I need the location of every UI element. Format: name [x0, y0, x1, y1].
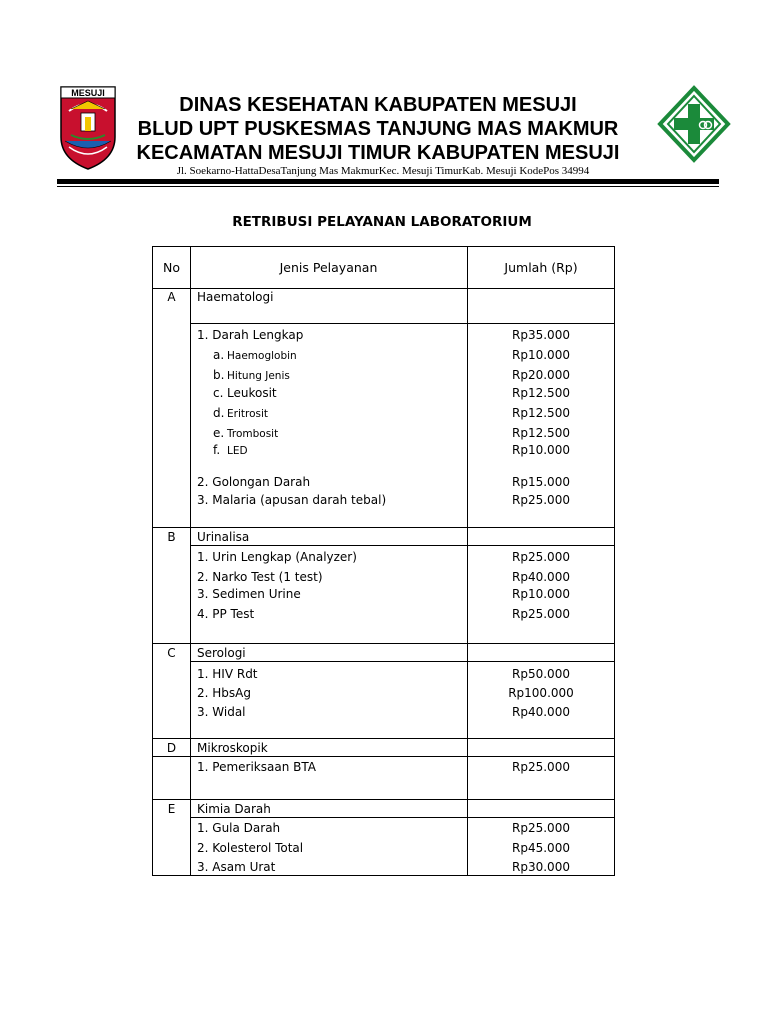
- section-name: Serologi: [197, 646, 246, 660]
- service-amount: Rp12.500: [512, 386, 570, 400]
- service-item: 2. Golongan Darah: [197, 475, 311, 489]
- service-item: 2. HbsAg: [197, 686, 251, 700]
- header-address: Jl. Soekarno-HattaDesaTanjung Mas MakmurKec. Mesuji TimurKab. Mesuji KodePos 34994: [176, 165, 590, 177]
- service-item: 2. Narko Test (1 test): [197, 570, 323, 584]
- service-subitem: LED: [227, 445, 248, 457]
- service-amount: Rp10.000: [512, 348, 570, 362]
- section-name: Kimia Darah: [197, 802, 271, 816]
- service-item: 3. Malaria (apusan darah tebal): [197, 493, 387, 507]
- header-line-2: BLUD UPT PUSKESMAS TANJUNG MAS MAKMUR: [137, 118, 619, 140]
- section-no: E: [167, 802, 176, 816]
- service-subitem-marker: f.: [213, 443, 221, 457]
- service-amount: Rp40.000: [512, 705, 570, 719]
- header-divider-thick: [57, 179, 719, 184]
- svg-text:MESUJI: MESUJI: [71, 88, 105, 98]
- service-item: 3. Asam Urat: [197, 860, 276, 874]
- service-subitem: Leukosit: [227, 386, 277, 400]
- service-amount: Rp100.000: [508, 686, 574, 700]
- header-line-1: DINAS KESEHATAN KABUPATEN MESUJI: [179, 94, 577, 116]
- service-subitem-marker: b.: [213, 368, 225, 382]
- column-header-no: No: [163, 260, 180, 275]
- service-amount: Rp12.500: [512, 406, 570, 420]
- service-item: 1. Pemeriksaan BTA: [197, 760, 316, 774]
- service-fee-table: [152, 246, 615, 876]
- column-header-service: Jenis Pelayanan: [279, 260, 378, 275]
- service-item: 4. PP Test: [197, 607, 255, 621]
- service-subitem: Haemoglobin: [227, 350, 297, 362]
- service-amount: Rp25.000: [512, 607, 570, 621]
- service-amount: Rp35.000: [512, 328, 570, 342]
- column-header-amount: Jumlah (Rp): [504, 260, 578, 275]
- service-amount: Rp40.000: [512, 570, 570, 584]
- service-subitem-marker: e.: [213, 426, 225, 440]
- section-name: Urinalisa: [197, 530, 250, 544]
- service-amount: Rp25.000: [512, 493, 570, 507]
- section-name: Mikroskopik: [197, 741, 268, 755]
- section-name: Haematologi: [197, 290, 274, 304]
- section-no: A: [167, 290, 176, 304]
- service-subitem: Eritrosit: [227, 408, 269, 420]
- service-item: 1. HIV Rdt: [197, 667, 258, 681]
- service-subitem-marker: a.: [213, 348, 225, 362]
- document-title: RETRIBUSI PELAYANAN LABORATORIUM: [232, 214, 532, 230]
- section-no: C: [167, 646, 176, 660]
- column-divider: [190, 247, 191, 875]
- section-no: D: [166, 741, 177, 755]
- service-item: 1. Urin Lengkap (Analyzer): [197, 550, 357, 564]
- service-amount: Rp10.000: [512, 587, 570, 601]
- service-amount: Rp25.000: [512, 821, 570, 835]
- service-amount: Rp25.000: [512, 550, 570, 564]
- service-amount: Rp30.000: [512, 860, 570, 874]
- service-item: 1. Darah Lengkap: [197, 328, 304, 342]
- header-line-3: KECAMATAN MESUJI TIMUR KABUPATEN MESUJI: [136, 142, 620, 164]
- service-item: 1. Gula Darah: [197, 821, 281, 835]
- service-amount: Rp12.500: [512, 426, 570, 440]
- service-amount: Rp20.000: [512, 368, 570, 382]
- service-subitem: Hitung Jenis: [227, 370, 290, 382]
- service-item: 3. Widal: [197, 705, 246, 719]
- service-subitem-marker: d.: [213, 406, 225, 420]
- service-subitem: Trombosit: [227, 428, 279, 440]
- service-amount: Rp50.000: [512, 667, 570, 681]
- service-amount: Rp10.000: [512, 443, 570, 457]
- header-divider-thin: [57, 186, 719, 187]
- service-amount: Rp15.000: [512, 475, 570, 489]
- section-no: B: [167, 530, 176, 544]
- service-amount: Rp45.000: [512, 841, 570, 855]
- service-subitem-marker: c.: [213, 386, 224, 400]
- service-amount: Rp25.000: [512, 760, 570, 774]
- service-item: 3. Sedimen Urine: [197, 587, 301, 601]
- service-item: 2. Kolesterol Total: [197, 841, 304, 855]
